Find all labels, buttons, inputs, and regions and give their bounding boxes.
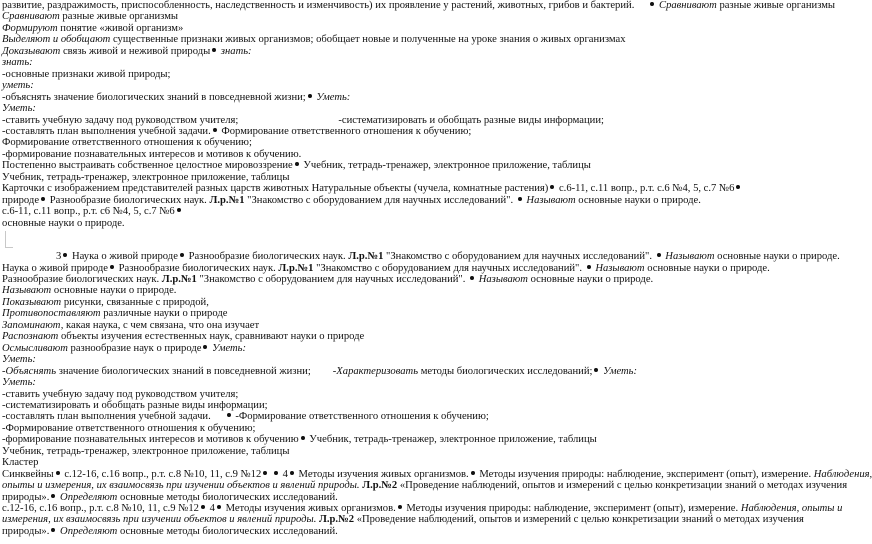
italic-run: Запоминают, [2, 319, 64, 331]
lab-work-label: Л.р.№1 [209, 194, 245, 206]
table-cell-marker [2, 229, 814, 251]
italic-run: Называют [526, 194, 576, 206]
bullet-icon [295, 162, 299, 166]
text-line [2, 263, 814, 274]
text-run: различные науки о природе [103, 308, 228, 320]
text-line [2, 320, 814, 331]
text-line [2, 92, 814, 103]
text-run: «Проведение наблюдений, опытов и измерений с целью конкретизации знаний о методах изучения [399, 480, 848, 492]
text-run: природе [2, 194, 40, 206]
italic-run: -Объяснять [2, 365, 57, 377]
text-line [2, 297, 814, 308]
text-line [2, 457, 814, 468]
text-run: Формирование ответственного отношения к обучению; [2, 137, 252, 149]
text-run: объекты изучения естественных наук, сравнивают науки о природе [60, 331, 365, 343]
lab-work-label: Л.р.№2 [319, 514, 355, 526]
text-run: Постепенно выстраивать собственное целостное мировоззрение [2, 160, 293, 172]
text-run: Наука о живой природе [71, 251, 178, 263]
lab-work-label: Л.р.№1 [348, 251, 384, 263]
bullet-icon [110, 265, 114, 269]
text-run: "Знакомство с оборудованием для научных исследований". [247, 194, 514, 206]
italic-run: уметь: [2, 80, 34, 92]
italic-run: Определяют [60, 491, 118, 503]
bullet-icon [63, 253, 67, 257]
lab-work-label: Л.р.№1 [161, 273, 197, 285]
text-run: Методы изучения природы: наблюдение, эксперимент (опыт), измерение. [406, 503, 739, 515]
text-run: существенные признаки живых организмов; обобщает новые и полученные на уроке знания о живых организмах [113, 34, 626, 46]
text-line [2, 80, 814, 91]
text-run: -систематизировать и обобщать разные виды информации; [2, 399, 268, 411]
text-run: основные науки о природе. [530, 273, 654, 285]
text-run: -Формирование ответственного отношения к обучению; [235, 411, 489, 423]
italic-run: Противопоставляют [2, 308, 101, 320]
italic-run: Называют [595, 262, 645, 274]
text-run: основные науки о природе. [53, 285, 177, 297]
text-line [2, 354, 814, 365]
row-number: 4 [209, 503, 215, 515]
italic-run: Наблюдения, [813, 468, 872, 480]
text-run: Кластер [2, 457, 39, 469]
text-run: значение биологических знаний в повседневной жизни; [58, 365, 311, 377]
text-run: Учебник, тетрадь-тренажер, электронное приложение, таблицы [2, 445, 290, 457]
text-run: Формирование ответственного отношения к обучению; [221, 125, 472, 137]
text-line [2, 23, 814, 34]
text-line [2, 308, 814, 319]
italic-run: Сравнивают [2, 11, 60, 23]
text-line [2, 366, 814, 377]
text-line [2, 218, 814, 229]
italic-run: Уметь: [212, 342, 247, 354]
bullet-icon [471, 471, 475, 475]
text-run: Методы изучения живых организмов. [225, 503, 396, 515]
text-run: Разнообразие биологических наук. [49, 194, 207, 206]
bullet-icon [470, 276, 474, 280]
text-run: -формирование познавательных интересов и мотивов к обучению. [2, 148, 302, 160]
italic-run: Осмысливают [2, 342, 68, 354]
text-run: связь живой и неживой природы [62, 45, 211, 57]
bullet-icon [308, 94, 312, 98]
bullet-icon [51, 494, 55, 498]
bullet-icon [213, 128, 217, 132]
bullet-icon [594, 368, 598, 372]
text-run: с.12-16, с.16 вопр., р.т. с.8 №10, 11, с.9 №12 [64, 468, 262, 480]
text-line [2, 446, 814, 457]
text-run: Учебник, тетрадь-тренажер, электронное приложение, таблицы [309, 434, 597, 446]
text-run: -составлять план выполнения учебной задачи. [2, 411, 211, 423]
text-run: «Проведение наблюдений, опытов и измерений с целью конкретизации знаний о методах изучения [356, 514, 804, 526]
bullet-icon [180, 253, 184, 257]
text-run: развитие, раздражимость, приспособленность, наследственность и изменчивость) их проявление у растений, животных, грибов и бактерий. [2, 0, 635, 11]
text-line [2, 343, 814, 354]
text-line [2, 480, 848, 492]
italic-run: Уметь: [316, 91, 351, 103]
text-run: -формирование познавательных интересов и мотивов к обучению [2, 434, 299, 446]
text-run: основные науки о природе. [2, 217, 125, 229]
bullet-icon [274, 471, 278, 475]
italic-run: Уметь: [2, 354, 36, 366]
text-run: "Знакомство с оборудованием для научных исследований". [386, 251, 652, 263]
italic-run: Уметь: [603, 365, 638, 377]
text-line [2, 526, 814, 537]
bullet-icon [263, 471, 267, 475]
text-run: основные методы биологических исследований. [119, 525, 338, 537]
text-line [2, 285, 814, 296]
text-run: природы». [2, 491, 50, 503]
text-run: "Знакомство с оборудованием для научных исследований". [316, 262, 583, 274]
text-line [2, 274, 814, 285]
bullet-icon [398, 505, 402, 509]
bullet-icon [736, 185, 740, 189]
text-line [2, 503, 843, 515]
text-run: Разнообразие биологических наук. [188, 251, 346, 263]
bullet-icon [227, 413, 231, 417]
text-line [2, 0, 836, 11]
text-run: с.6-11, с.11 вопр., р.т. с.6 №4, 5, с.7 №6 [558, 183, 735, 195]
text-run: -составлять план выполнения учебной задачи. [2, 125, 211, 137]
bullet-icon [550, 185, 554, 189]
italic-run: знать: [220, 45, 252, 57]
text-line [2, 172, 814, 183]
row-number: 3 [56, 251, 62, 263]
text-line [2, 57, 814, 68]
text-run: -Формирование ответственного отношения к обучению; [2, 422, 256, 434]
lab-work-label: Л.р.№1 [278, 262, 314, 274]
italic-run: Сравнивают [659, 0, 717, 11]
text-line [2, 137, 814, 148]
italic-run: Показывают [2, 296, 62, 308]
italic-run: Уметь: [2, 103, 36, 115]
text-run: Методы изучения природы: наблюдение, эксперимент (опыт), измерение. [479, 468, 812, 480]
bullet-icon [301, 436, 305, 440]
bullet-icon [51, 528, 55, 532]
text-line [2, 183, 814, 194]
text-line [2, 46, 814, 57]
text-run: -объяснять значение биологических знаний в повседневной жизни; [2, 91, 306, 103]
text-run: Методы изучения живых организмов. [298, 468, 469, 480]
bullet-icon [212, 48, 216, 52]
italic-run: Доказывают [2, 45, 61, 57]
text-line [2, 195, 814, 206]
text-line [2, 34, 814, 45]
text-run: какая наука, с чем связана, что она изучает [66, 319, 260, 331]
text-run: основные науки о природе. [717, 251, 840, 263]
row-number: 4 [282, 468, 288, 480]
bullet-icon [650, 2, 654, 6]
lab-work-label: Л.р.№2 [362, 480, 398, 492]
bullet-icon [587, 265, 591, 269]
italic-run: -Характеризовать [332, 365, 419, 377]
text-run: -ставить учебную задачу под руководством учителя; [2, 388, 239, 400]
bullet-icon [177, 208, 181, 212]
italic-run: знать: [2, 57, 33, 69]
text-run: с.12-16, с.16 вопр., р.т. с.8 №10, 11, с.9 №12 [2, 503, 199, 515]
italic-run: Определяют [60, 525, 118, 537]
text-run: разнообразие наук о природе [70, 342, 202, 354]
italic-run: Выделяют и обобщают [2, 34, 111, 46]
text-line [2, 251, 840, 263]
italic-run: опыты и измерения, их взаимосвязь при изучении объектов и явлений природы. [2, 480, 360, 492]
italic-run: Уметь: [2, 377, 36, 389]
italic-run: измерения, их взаимосвязь при изучении объектов и явлений природы. [2, 514, 317, 526]
text-line [2, 492, 814, 503]
text-line [2, 411, 814, 422]
text-run: Синквейны [2, 468, 54, 480]
text-line [2, 11, 814, 22]
text-line [2, 103, 814, 114]
italic-run: Называют [478, 273, 528, 285]
text-line [2, 377, 814, 388]
text-line [2, 331, 814, 342]
bullet-icon [201, 505, 205, 509]
bullet-icon [56, 471, 60, 475]
italic-run: Называют [2, 285, 52, 297]
text-line [2, 423, 814, 434]
text-line [2, 149, 814, 160]
text-run: -систематизировать и обобщать разные виды информации; [338, 114, 604, 126]
text-run: "Знакомство с оборудованием для научных исследований". [199, 273, 466, 285]
text-run: рисунки, связанные с природой, [63, 296, 209, 308]
bullet-icon [203, 345, 207, 349]
cell-border [5, 247, 13, 248]
text-line [2, 434, 814, 445]
text-run: Карточки с изображением представителей разных царств животных Натуральные объекты (чучела, комнатные растения) [2, 183, 549, 195]
text-run: природы». [2, 525, 50, 537]
text-run: основные методы биологических исследований. [119, 491, 338, 503]
text-run: Учебник, тетрадь-тренажер, электронное приложение, таблицы [303, 160, 591, 172]
text-line [2, 514, 814, 525]
text-line [2, 206, 814, 217]
text-run: -основные признаки живой природы; [2, 68, 171, 80]
text-run: Наука о живой природе [2, 262, 108, 274]
bullet-icon [518, 197, 522, 201]
bullet-icon [41, 197, 45, 201]
italic-run: Распознают [2, 331, 59, 343]
bullet-icon [290, 471, 294, 475]
text-run: -ставить учебную задачу под руководством учителя; [2, 114, 239, 126]
text-run: Разнообразие биологических наук. [118, 262, 276, 274]
text-line [2, 115, 814, 126]
text-line [2, 400, 814, 411]
text-line [2, 468, 872, 480]
bullet-icon [657, 253, 661, 257]
italic-run: Формируют [2, 22, 58, 34]
text-run: Разнообразие биологических наук. [2, 273, 160, 285]
text-run: методы биологических исследований; [420, 365, 593, 377]
italic-run: Наблюдения, опыты и [740, 503, 843, 515]
text-run: разные живые организмы [719, 0, 836, 11]
text-line [2, 389, 814, 400]
text-run: основные науки о природе. [578, 194, 701, 206]
text-run: с.6-11, с.11 вопр., р.т. с6 №4, 5, с.7 №6 [2, 206, 175, 218]
text-run: основные науки о природе. [647, 262, 770, 274]
text-line [2, 69, 814, 80]
bullet-icon [217, 505, 221, 509]
text-run: понятие «живой организм» [60, 22, 184, 34]
text-run: разные живые организмы [62, 11, 179, 23]
text-line [2, 126, 814, 137]
text-line [2, 160, 814, 171]
italic-run: Называют [665, 251, 715, 263]
cell-border [5, 231, 6, 247]
text-run: Учебник, тетрадь-тренажер, электронное приложение, таблицы [2, 171, 290, 183]
